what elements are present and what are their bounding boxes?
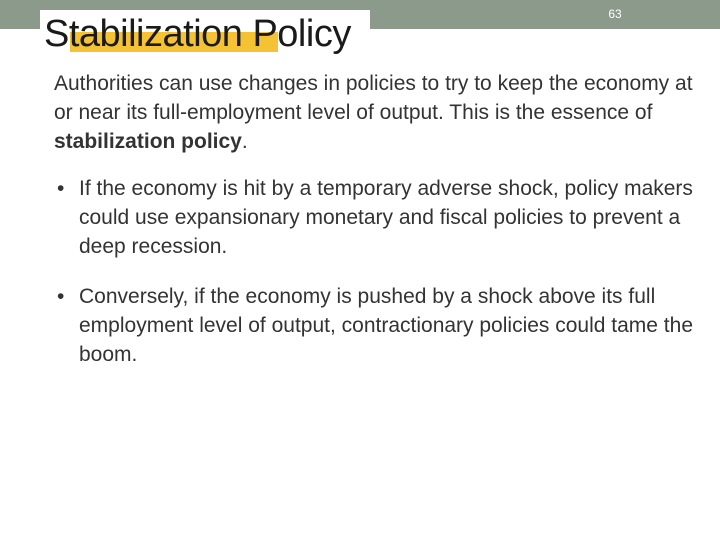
bullet-text: Conversely, if the economy is pushed by a shock above its full employment level of output, contractionary policies could tame the boom. [79,285,693,366]
slide-number: 63 [608,7,622,21]
bullet-icon: • [57,177,65,200]
bullet-list [54,174,694,390]
intro-paragraph [54,69,694,156]
bullet-icon: • [57,285,65,308]
intro-bold-term: stabilization policy [54,130,242,153]
bullet-item [54,174,694,261]
intro-text: Authorities can use changes in policies to try to keep the economy at or near its full-employment level of output. This is the essence of [54,72,693,124]
intro-end: . [241,130,248,153]
slide-title: Stabilization Policy [44,13,351,55]
bullet-item [54,282,694,369]
bullet-text: If the economy is hit by a temporary adverse shock, policy makers could use expansionary monetary and fiscal policies to prevent a deep recession. [79,177,693,258]
